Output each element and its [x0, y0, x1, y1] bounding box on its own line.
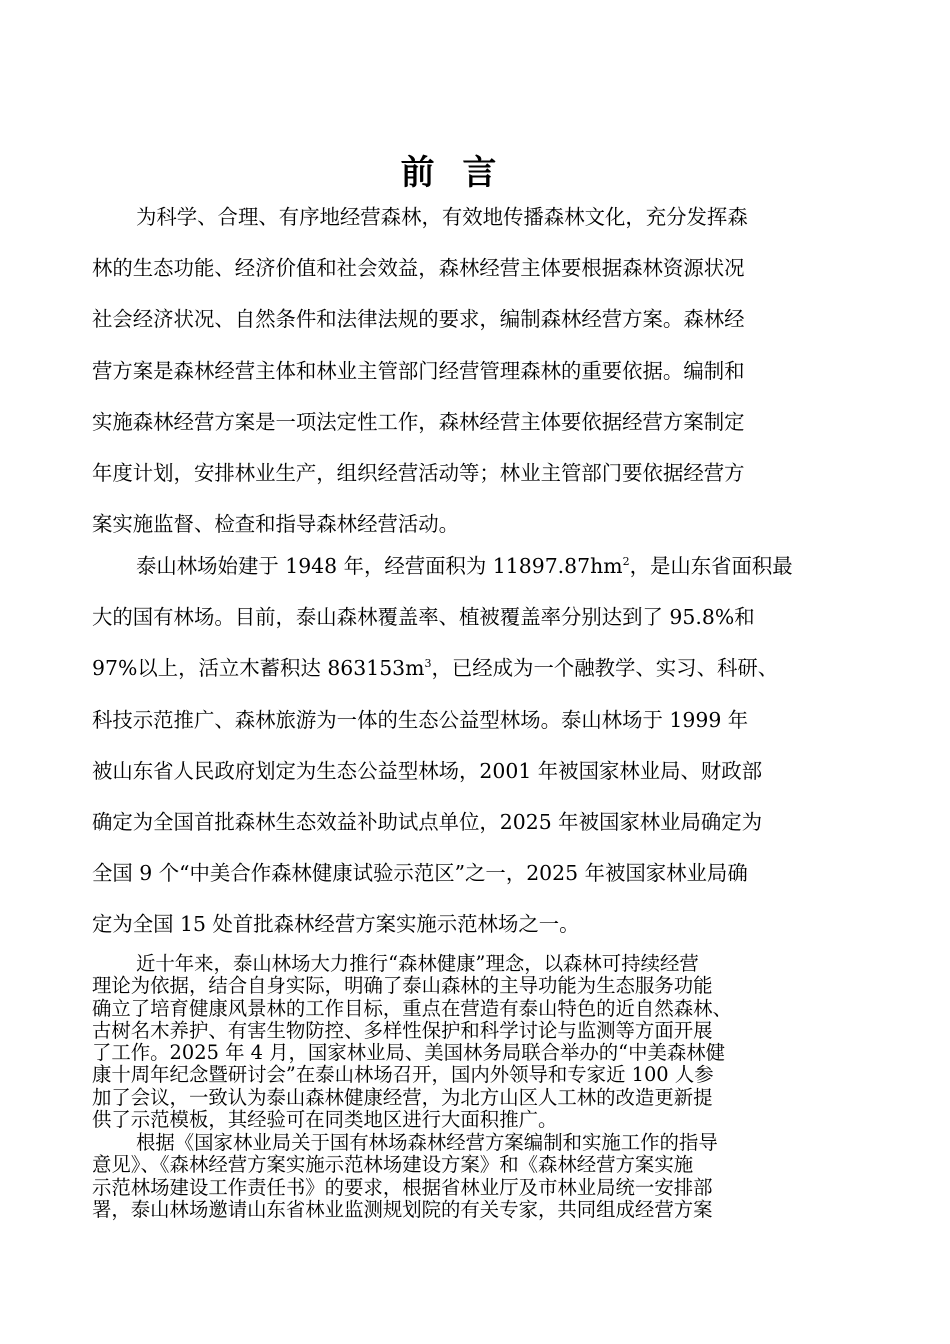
- basis-paragraph: [92, 1132, 816, 1221]
- text-line: 定为全国 15 处首批森林经营方案实施示范林场之一。: [92, 912, 580, 937]
- text-line: 大的国有林场。目前，泰山森林覆盖率、植被覆盖率分别达到了 95.8%和: [92, 605, 755, 630]
- text-line: [92, 541, 816, 592]
- text-line: 年度计划，安排林业生产，组织经营活动等；林业主管部门要依据经营方: [92, 460, 745, 485]
- text-line: 全国 9 个“中美合作森林健康试验示范区”之一，2025 年被国家林业局确: [92, 861, 748, 886]
- text-line: 根据《国家林业局关于国有林场森林经营方案编制和实施工作的指导: [136, 1131, 718, 1154]
- intro-paragraph: [92, 192, 816, 550]
- text-line: 康十周年纪念暨研讨会”在泰山林场召开，国内外领导和专家近 100 人参: [92, 1063, 714, 1087]
- text-line: 为科学、合理、有序地经营森林，有效地传播森林文化，充分发挥森: [136, 205, 748, 229]
- forest-farm-paragraph: [92, 541, 816, 951]
- text-line: 古树名木养护、有害生物防控、多样性保护和科学讨论与监测等方面开展: [92, 1018, 713, 1042]
- superscript: 2: [622, 555, 630, 569]
- text-line: 理论为依据，结合自身实际，明确了泰山森林的主导功能为生态服务功能: [92, 974, 713, 998]
- text-line: 案实施监督、检查和指导森林经营活动。: [92, 512, 460, 537]
- text-line: 意见》、《森林经营方案实施示范林场建设方案》和《森林经营方案实施: [92, 1153, 694, 1177]
- text-line: 社会经济状况、自然条件和法律法规的要求，编制森林经营方案。森林经: [92, 307, 745, 332]
- text-segment: ，已经成为一个融教学、实习、科研、: [431, 656, 779, 681]
- forest-health-paragraph: [92, 953, 816, 1131]
- text-line: 示范林场建设工作责任书》的要求，根据省林业厅及市林业局统一安排部: [92, 1175, 713, 1199]
- text-line: 加了会议，一致认为泰山森林健康经营，为北方山区人工林的改造更新提: [92, 1085, 713, 1109]
- text-segment: 泰山林场始建于 1948 年，经营面积为 11897.87hm: [136, 554, 623, 578]
- text-line: 确定为全国首批森林生态效益补助试点单位，2025 年被国家林业局确定为: [92, 809, 763, 834]
- text-segment: 97%以上，活立木蓄积达 863153m: [92, 656, 425, 681]
- text-line: 实施森林经营方案是一项法定性工作，森林经营主体要依据经营方案制定: [92, 409, 745, 434]
- text-line: 署，泰山林场邀请山东省林业监测规划院的有关专家，共同组成经营方案: [92, 1197, 713, 1221]
- text-line: 供了示范模板，其经验可在同类地区进行大面积推广。: [92, 1108, 558, 1132]
- page-title: 前 言: [400, 153, 505, 193]
- text-line: 被山东省人民政府划定为生态公益型林场，2001 年被国家林业局、财政部: [92, 758, 763, 783]
- superscript: 3: [424, 657, 432, 671]
- text-line: 科技示范推广、森林旅游为一体的生态公益型林场。泰山林场于 1999 年: [92, 707, 749, 732]
- text-line: 确立了培育健康风景林的工作目标，重点在营造有泰山特色的近自然森林、: [92, 996, 732, 1020]
- text-line: 了工作。2025 年 4 月，国家林业局、美国林务局联合举办的“中美森林健: [92, 1041, 726, 1065]
- text-segment: ，是山东省面积最: [629, 554, 793, 578]
- text-line: 近十年来，泰山林场大力推行“森林健康”理念，以森林可持续经营: [136, 952, 699, 975]
- text-line: 营方案是森林经营主体和林业主管部门经营管理森林的重要依据。编制和: [92, 358, 745, 383]
- text-line: 林的生态功能、经济价值和社会效益，森林经营主体要根据森林资源状况: [92, 256, 745, 281]
- text-line: [92, 643, 816, 694]
